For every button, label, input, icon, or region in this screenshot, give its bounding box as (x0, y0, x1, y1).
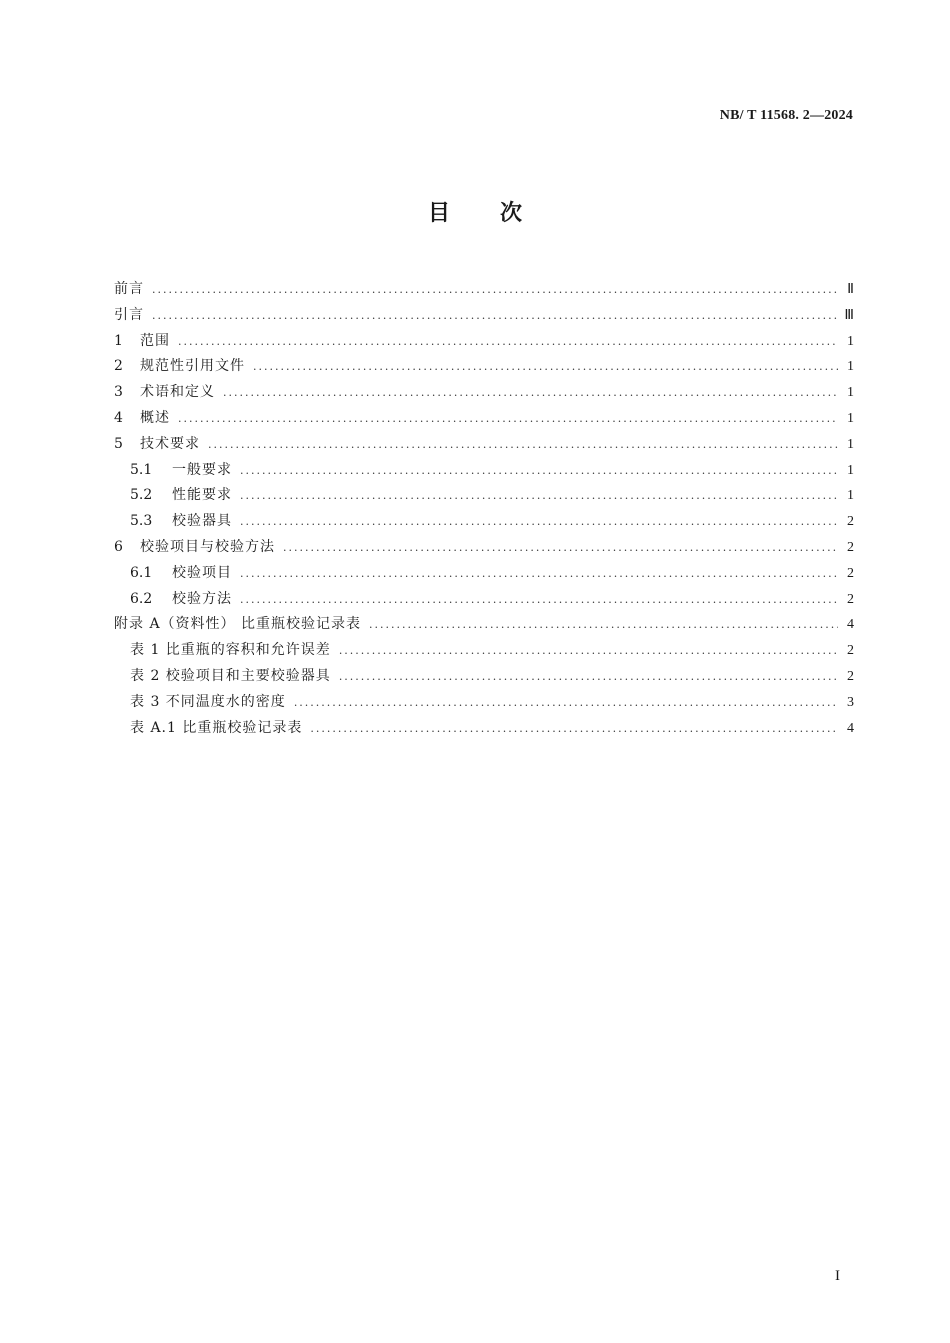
toc-entry[interactable] (114, 330, 854, 356)
toc-entry-number: 5.2 (130, 487, 153, 504)
toc-title-part2: 次 (500, 200, 523, 226)
toc-entry[interactable] (114, 613, 854, 639)
toc-entry-text: 表 1 比重瓶的容积和允许误差 (130, 642, 331, 659)
toc-entry-page: 3 (847, 694, 854, 710)
toc-entry[interactable] (114, 536, 854, 562)
toc-leader (178, 331, 838, 353)
toc-entry-number: 5.1 (130, 461, 153, 478)
toc-entry-number: 5.3 (130, 513, 153, 530)
toc-entry[interactable] (114, 459, 854, 485)
toc-entry-number: 1 (114, 332, 123, 349)
toc-leader (240, 460, 838, 482)
toc-leader (240, 485, 838, 507)
toc-entry-text: 技术要求 (140, 435, 200, 452)
toc-entry[interactable] (114, 691, 854, 717)
toc-entry-page: 4 (847, 617, 854, 633)
toc-entry[interactable] (114, 562, 854, 588)
toc-entry[interactable] (114, 717, 854, 743)
toc-entry-page: 1 (847, 488, 854, 504)
toc-leader (240, 511, 838, 533)
toc-entry-number: 3 (114, 384, 123, 401)
toc-leader (339, 666, 838, 688)
toc-entry-page: 2 (847, 539, 854, 555)
toc-entry-page: 4 (847, 720, 854, 736)
toc-leader (178, 408, 838, 430)
toc-entry-text: 表 3 不同温度水的密度 (130, 693, 286, 710)
toc-entry[interactable] (114, 484, 854, 510)
toc-entry[interactable] (114, 639, 854, 665)
toc-entry[interactable] (114, 381, 854, 407)
toc-entry-page: Ⅱ (847, 282, 854, 297)
toc-entry-number: 6.1 (130, 564, 153, 581)
toc-title (0, 196, 950, 227)
toc-entry-text: 术语和定义 (140, 384, 215, 401)
toc-leader (253, 356, 838, 378)
toc-entry-page: 2 (847, 514, 854, 530)
toc-entry-page: 1 (847, 359, 854, 375)
toc-entry-text: 附录 A（资料性） 比重瓶校验记录表 (114, 616, 362, 633)
toc-entry-text: 表 2 校验项目和主要校验器具 (130, 667, 331, 684)
toc-entry-page: 2 (847, 565, 854, 581)
toc-leader (283, 537, 838, 559)
toc-entry-page: Ⅲ (844, 307, 854, 323)
page-number: I (835, 1268, 840, 1284)
toc-entry[interactable] (114, 665, 854, 691)
table-of-contents (114, 278, 854, 742)
toc-entry-text: 一般要求 (172, 461, 232, 478)
toc-entry-text: 校验项目与校验方法 (140, 538, 275, 555)
toc-entry-text: 前言 (114, 281, 144, 297)
toc-entry-number: 4 (114, 409, 123, 426)
toc-entry[interactable] (114, 304, 854, 330)
toc-leader (208, 434, 838, 456)
toc-entry[interactable] (114, 588, 854, 614)
toc-entry-text: 校验方法 (172, 590, 232, 607)
toc-entry-number: 5 (114, 435, 123, 452)
toc-entry-text: 表 A.1 比重瓶校验记录表 (130, 719, 303, 736)
toc-entry[interactable] (114, 407, 854, 433)
toc-leader (152, 305, 838, 327)
toc-entry-text: 概述 (140, 409, 170, 426)
toc-leader (240, 563, 838, 585)
toc-leader (152, 279, 838, 301)
toc-entry-page: 1 (847, 385, 854, 401)
toc-leader (223, 382, 838, 404)
toc-entry-page: 1 (847, 436, 854, 452)
toc-leader (294, 692, 838, 714)
toc-entry-page: 1 (847, 410, 854, 426)
toc-entry-page: 1 (847, 333, 854, 349)
toc-entry-number: 6.2 (130, 590, 153, 607)
toc-entry-page: 2 (847, 591, 854, 607)
toc-leader (339, 640, 838, 662)
toc-title-part1: 目 (427, 200, 450, 226)
toc-entry-text: 校验项目 (172, 564, 232, 581)
toc-entry-number: 6 (114, 538, 123, 555)
toc-entry-text: 引言 (114, 306, 144, 323)
toc-entry[interactable] (114, 355, 854, 381)
toc-leader (240, 589, 838, 611)
standard-number: NB/ T 11568. 2—2024 (719, 108, 853, 123)
toc-entry[interactable] (114, 510, 854, 536)
toc-entry[interactable] (114, 278, 854, 304)
toc-leader (310, 718, 838, 740)
toc-entry-text: 校验器具 (172, 513, 232, 530)
toc-entry-text: 性能要求 (172, 487, 232, 504)
toc-entry-number: 2 (114, 358, 123, 375)
toc-entry[interactable] (114, 433, 854, 459)
toc-entry-text: 规范性引用文件 (140, 358, 245, 375)
toc-entry-text: 范围 (140, 332, 170, 349)
toc-entry-page: 1 (847, 462, 854, 478)
toc-entry-page: 2 (847, 668, 854, 684)
toc-leader (369, 614, 838, 636)
toc-entry-page: 2 (847, 643, 854, 659)
